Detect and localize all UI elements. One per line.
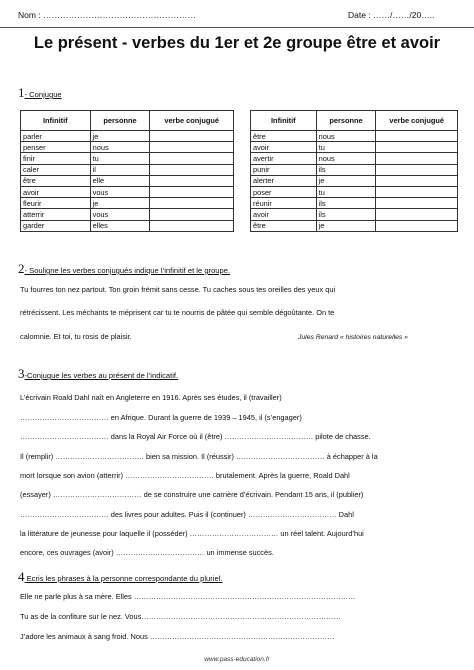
table-row [21, 186, 234, 197]
answer-cell[interactable] [150, 220, 234, 231]
table-row [251, 164, 458, 175]
table-row [21, 164, 234, 175]
table-row [251, 142, 458, 153]
section-number: 2 [18, 261, 25, 276]
exercise-line: (essayer) ……………………………… de se construire une carrière d’écrivain. Pendant 15 ans, il (publier) [20, 490, 364, 499]
infinitive-cell: avertir [251, 153, 317, 164]
answer-cell[interactable] [376, 209, 458, 220]
answer-cell[interactable] [150, 142, 234, 153]
table-row [251, 175, 458, 186]
table-row [21, 153, 234, 164]
name-field[interactable]: Nom : ……………………………………………… [18, 10, 197, 20]
section-label: Ecris les phrases à la personne correspondante du pluriel. [24, 574, 223, 583]
section-1-heading [18, 85, 62, 101]
section-number: 3 [18, 366, 25, 381]
person-cell: tu [316, 142, 376, 153]
infinitive-cell: penser [21, 142, 91, 153]
answer-cell[interactable] [150, 131, 234, 142]
text-line: rétrécissent. Les méchants te méprisent car tu te nourris de pâtée qui semble dégoûtante. On te [20, 308, 335, 317]
person-cell: vous [90, 209, 150, 220]
exercise-line: ……………………………… dans la Royal Air Force où il (être) ……………………………… pilote de chasse. [20, 432, 371, 441]
person-cell: elles [90, 220, 150, 231]
exercise-line: ……………………………… en Afrique. Durant la guerre de 1939 – 1945, il (s’engager) [20, 413, 302, 422]
table-row [251, 131, 458, 142]
answer-cell[interactable] [376, 153, 458, 164]
section-2-heading [18, 261, 230, 277]
conjugation-table-right [250, 110, 458, 232]
section-number: 4 [18, 569, 25, 584]
column-header: verbe conjugué [376, 111, 458, 131]
person-cell: je [316, 175, 376, 186]
infinitive-cell: poser [251, 186, 317, 197]
person-cell: nous [316, 153, 376, 164]
section-4-heading [18, 569, 222, 585]
answer-cell[interactable] [150, 153, 234, 164]
table-row [21, 198, 234, 209]
table-row [251, 186, 458, 197]
column-header: personne [90, 111, 150, 131]
infinitive-cell: être [251, 131, 317, 142]
infinitive-cell: avoir [251, 142, 317, 153]
column-header: personne [316, 111, 376, 131]
answer-cell[interactable] [376, 198, 458, 209]
person-cell: je [90, 131, 150, 142]
section-label: -Conjugue les verbes au présent de l’indicatif. [24, 371, 179, 380]
answer-cell[interactable] [376, 220, 458, 231]
table-row [21, 209, 234, 220]
infinitive-cell: fleurir [21, 198, 91, 209]
person-cell: il [90, 164, 150, 175]
table-row [21, 175, 234, 186]
section-number: 1 [18, 85, 25, 100]
infinitive-cell: garder [21, 220, 91, 231]
infinitive-cell: finir [21, 153, 91, 164]
infinitive-cell: être [251, 220, 317, 231]
person-cell: tu [90, 153, 150, 164]
exercise-line: Tu as de la confiture sur le nez. Vous……………………………………………………………………… [20, 612, 341, 621]
answer-cell[interactable] [376, 175, 458, 186]
exercise-line: la littérature de jeunesse pour laquelle il (posséder) ……………………………… un réel talent. Aujourd’hui [20, 529, 364, 538]
answer-cell[interactable] [150, 209, 234, 220]
person-cell: vous [90, 186, 150, 197]
answer-cell[interactable] [376, 131, 458, 142]
page-title: Le présent - verbes du 1er et 2e groupe être et avoir [33, 34, 441, 52]
answer-cell[interactable] [376, 142, 458, 153]
exercise-line: Elle ne parle plus à sa mère. Elles ……………………………………………………………………………… [20, 592, 356, 601]
text-line: calomnie. Et toi, tu rosis de plaisir. [20, 332, 132, 341]
table-row [251, 198, 458, 209]
exercise-line: mort lorsque son avion (atterrir) ……………………………… brutalement. Après la guerre, Roald Dahl [20, 471, 350, 480]
attribution: Jules Renard « histoires naturelles » [298, 334, 408, 341]
text-line: Tu fourres ton nez partout. Ton groin frémit sans cesse. Tu caches sous tes oreilles des yeux qui [20, 285, 336, 294]
infinitive-cell: alerter [251, 175, 317, 186]
table-row [251, 220, 458, 231]
exercise-line: L’écrivain Roald Dahl naît en Angleterre en 1916. Après ses études, il (travailler) [20, 393, 282, 402]
infinitive-cell: atterrir [21, 209, 91, 220]
person-cell: je [316, 220, 376, 231]
conjugation-table-left [20, 110, 234, 232]
person-cell: ils [316, 164, 376, 175]
section-label: - Souligne les verbes conjugués indique l’infinitif et le groupe. [24, 266, 231, 275]
person-cell: je [90, 198, 150, 209]
infinitive-cell: avoir [21, 186, 91, 197]
column-header: Infinitif [251, 111, 317, 131]
footer-url[interactable]: www.pass-education.fr [204, 656, 270, 663]
person-cell: nous [316, 131, 376, 142]
date-field[interactable]: Date : ……/……/20….. [348, 10, 435, 20]
infinitive-cell: parler [21, 131, 91, 142]
answer-cell[interactable] [150, 186, 234, 197]
person-cell: nous [90, 142, 150, 153]
table-row [21, 220, 234, 231]
infinitive-cell: réunir [251, 198, 317, 209]
infinitive-cell: être [21, 175, 91, 186]
person-cell: ils [316, 198, 376, 209]
table-row [21, 142, 234, 153]
infinitive-cell: caler [21, 164, 91, 175]
answer-cell[interactable] [150, 164, 234, 175]
table-row [21, 131, 234, 142]
table-row [251, 153, 458, 164]
answer-cell[interactable] [150, 175, 234, 186]
column-header: Infinitif [21, 111, 91, 131]
person-cell: elle [90, 175, 150, 186]
person-cell: tu [316, 186, 376, 197]
exercise-line: J’adore les animaux à sang froid. Nous ………………………………………………………………… [20, 632, 335, 641]
answer-cell[interactable] [376, 186, 458, 197]
table-row [251, 209, 458, 220]
section-label: - Conjugue [24, 90, 62, 99]
exercise-line: encore, ces ouvrages (avoir) ……………………………… un immense succès. [20, 548, 274, 557]
exercise-line: ……………………………… des livres pour adultes. Puis il (continuer) ……………………………… Dahl [20, 510, 354, 519]
person-cell: ils [316, 209, 376, 220]
infinitive-cell: avoir [251, 209, 317, 220]
infinitive-cell: punir [251, 164, 317, 175]
exercise-line: Il (remplir) ……………………………… bien sa mission. Il (réussir) ……………………………… à échapper à la [20, 452, 378, 461]
section-3-heading [18, 366, 178, 382]
column-header: verbe conjugué [150, 111, 234, 131]
answer-cell[interactable] [150, 198, 234, 209]
answer-cell[interactable] [376, 164, 458, 175]
